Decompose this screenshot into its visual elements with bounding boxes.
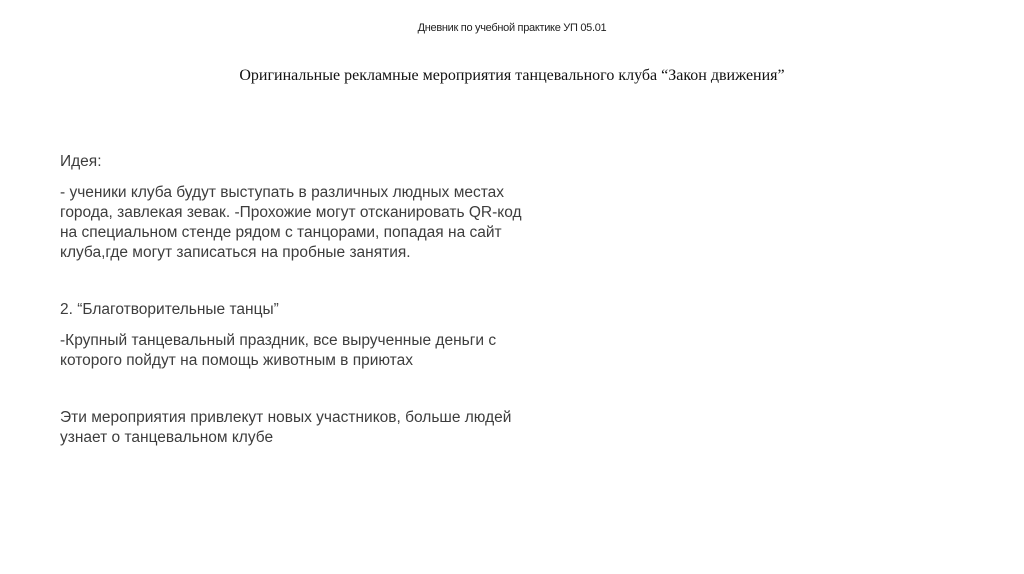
slide-body [60,152,580,448]
item2-heading: 2. “Благотворительные танцы” [60,301,279,318]
idea-heading: Идея: [60,153,102,170]
document-header: Дневник по учебной практике УП 05.01 [417,22,607,34]
idea-line: клуба,где могут записаться на пробные занятия. [60,244,411,261]
conclusion-line: Эти мероприятия привлекут новых участников, больше людей [60,409,512,426]
conclusion-line: узнает о танцевальном клубе [60,429,274,446]
slide-title: Оригинальные рекламные мероприятия танцевального клуба “Закон движения” [239,67,785,84]
item2-text [60,331,580,371]
idea-line: - ученики клуба будут выступать в различных людных местах [60,184,505,201]
idea-line: на специальном стенде рядом с танцорами, попадая на сайт [60,224,502,241]
conclusion-text [60,408,580,448]
idea-line: города, завлекая зевак. -Прохожие могут отсканировать QR-код [60,204,522,221]
item2-line: которого пойдут на помощь животным в приютах [60,352,413,369]
item2-line: -Крупный танцевальный праздник, все вырученные деньги с [60,332,497,349]
idea-text [60,183,580,263]
